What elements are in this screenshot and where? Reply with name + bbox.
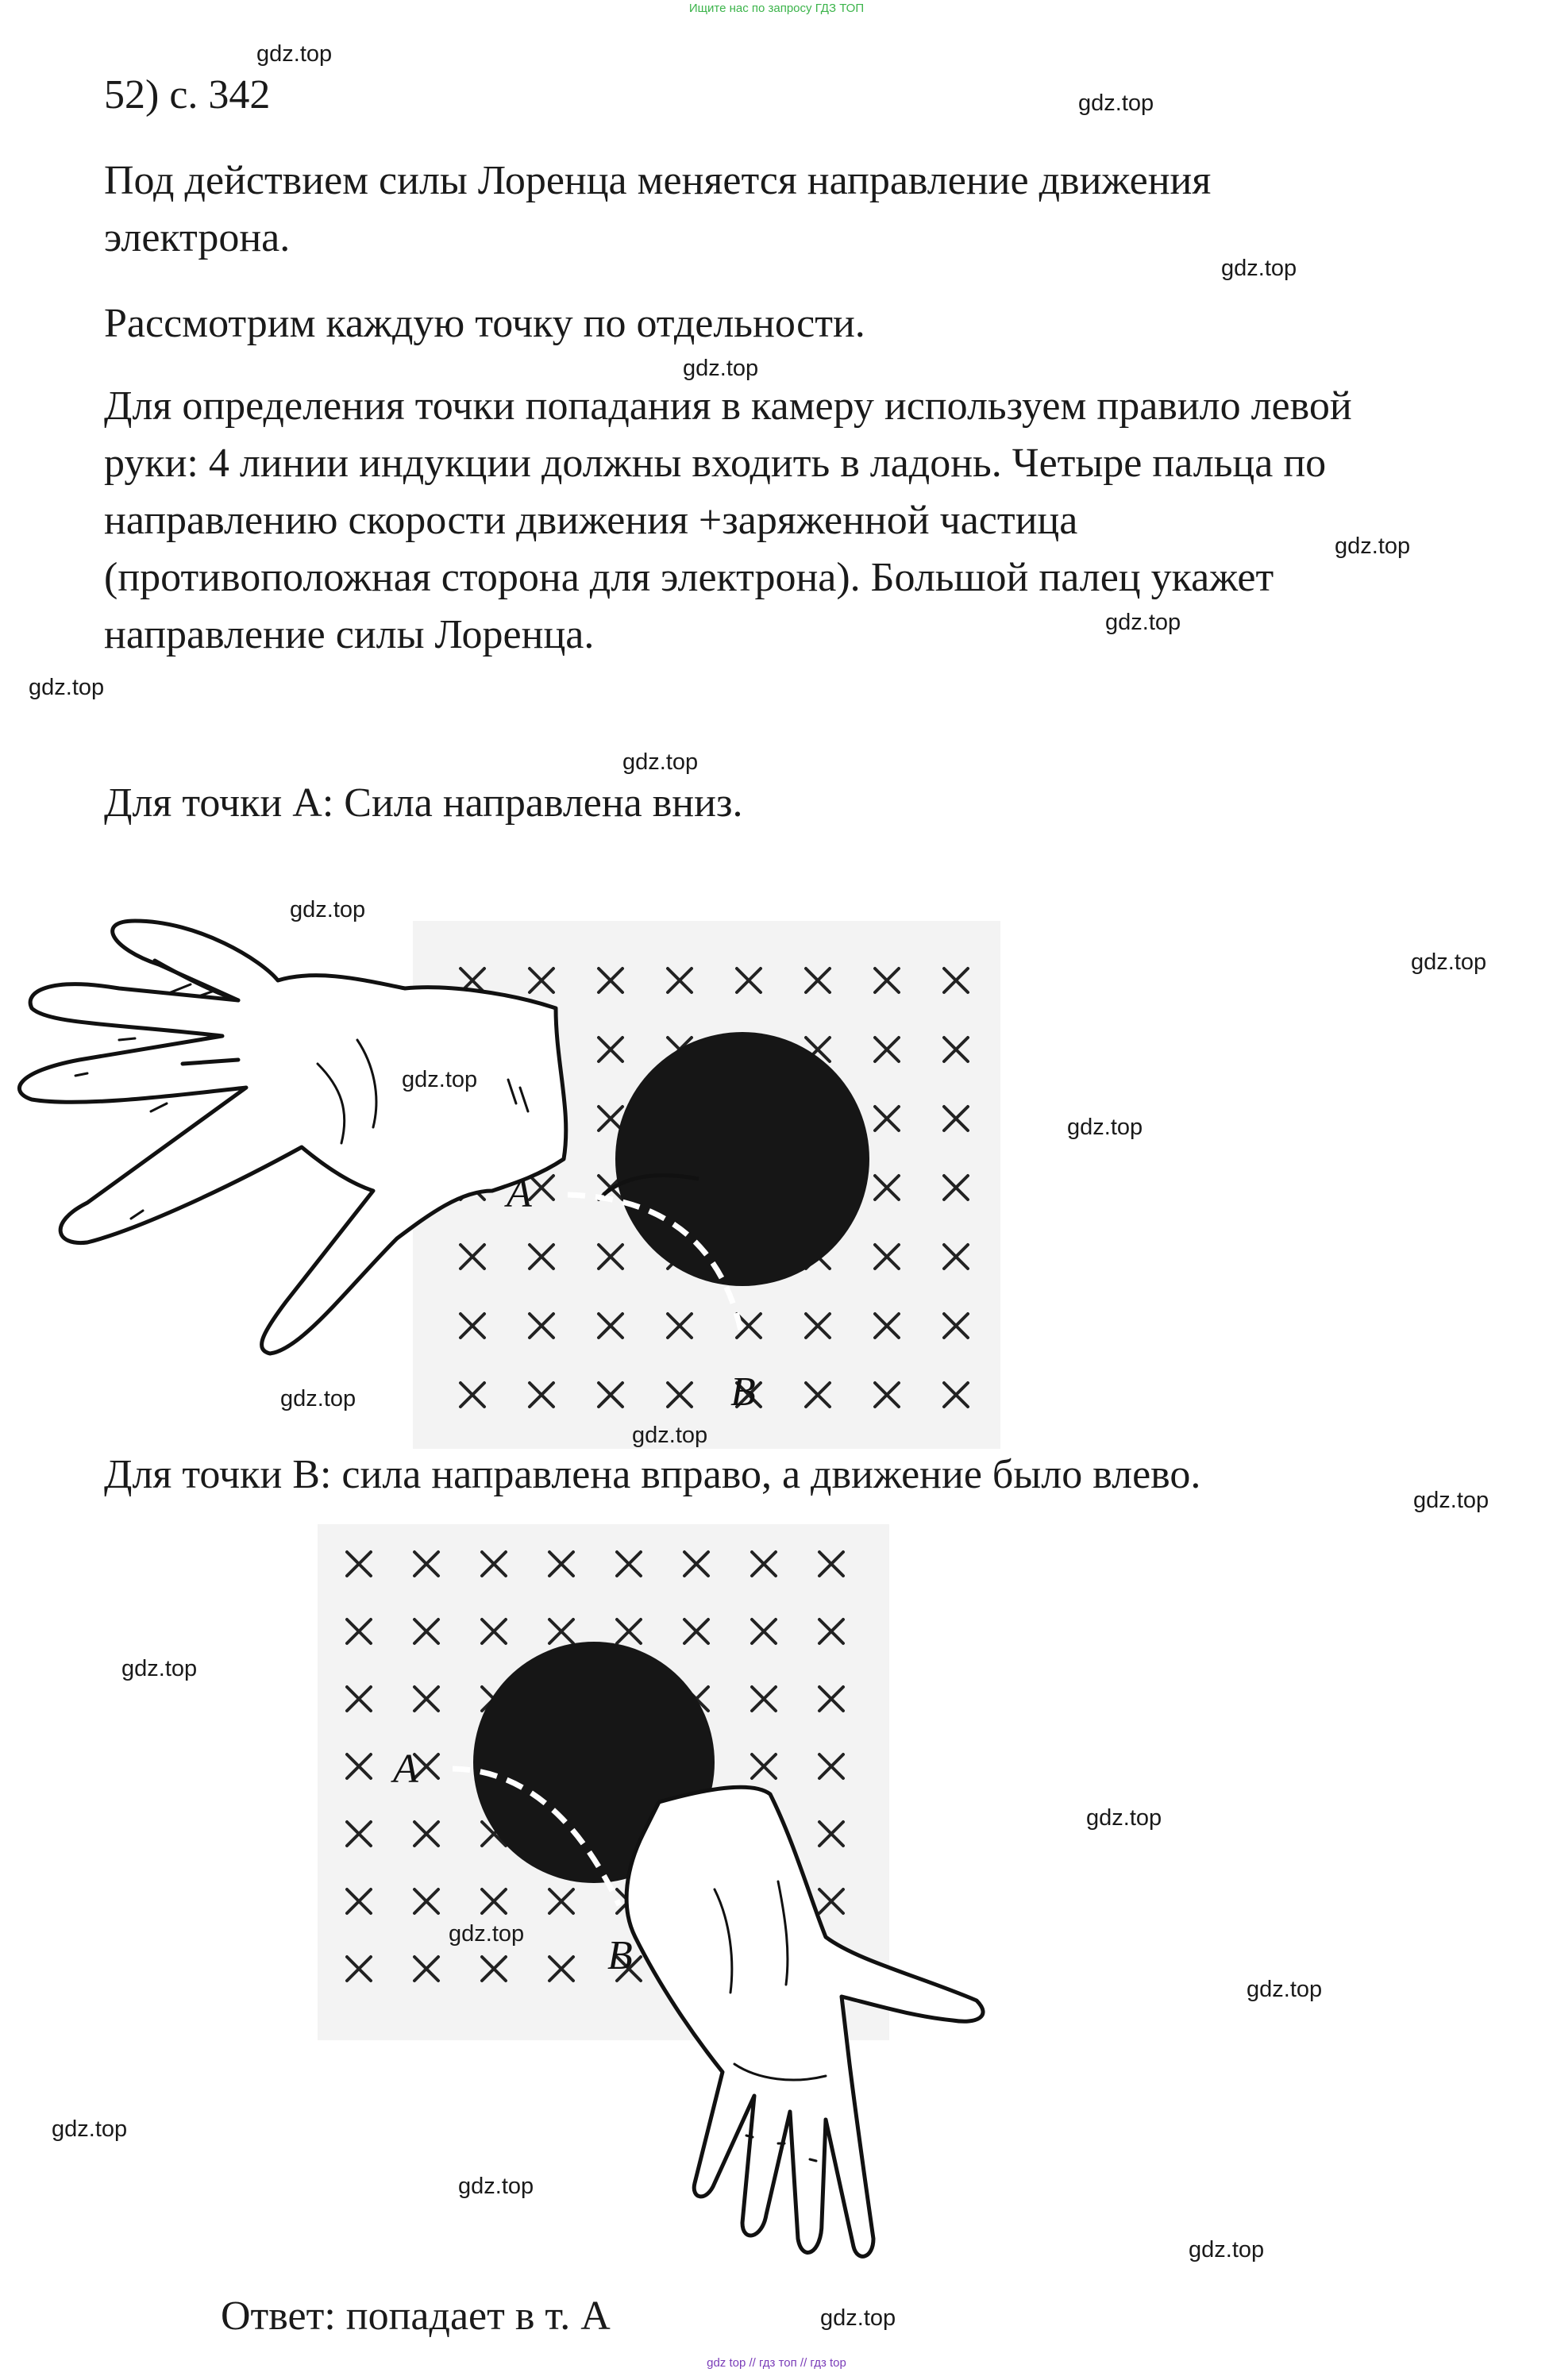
bottom-banner[interactable]: gdz top // гдз топ // гдз top xyxy=(707,2356,846,2370)
watermark: gdz.top xyxy=(632,1423,708,1448)
watermark: gdz.top xyxy=(290,897,366,922)
paragraph-3-line-5: направление силы Лоренца. xyxy=(104,612,595,657)
watermark: gdz.top xyxy=(1078,91,1154,116)
point-a-label: A xyxy=(507,1171,532,1216)
watermark: gdz.top xyxy=(29,675,105,700)
watermark: gdz.top xyxy=(1086,1805,1162,1831)
chamber-circle xyxy=(615,1032,869,1286)
answer-text: Ответ: попадает в т. А xyxy=(221,2293,611,2339)
figure-left-hand-point-a xyxy=(0,905,1016,1461)
watermark: gdz.top xyxy=(820,2305,896,2331)
watermark: gdz.top xyxy=(1335,533,1411,559)
watermark: gdz.top xyxy=(121,1656,198,1681)
point-b-label: B xyxy=(730,1369,756,1415)
watermark: gdz.top xyxy=(1189,2237,1265,2263)
watermark: gdz.top xyxy=(622,749,699,775)
watermark: gdz.top xyxy=(1067,1115,1143,1140)
watermark: gdz.top xyxy=(256,41,333,67)
watermark: gdz.top xyxy=(449,1921,525,1947)
watermark: gdz.top xyxy=(1411,949,1487,975)
point-b-label: B xyxy=(607,1933,633,1978)
paragraph-3-line-2: руки: 4 линии индукции должны входить в ладонь. Четыре пальца по xyxy=(104,441,1327,486)
paragraph-2: Рассмотрим каждую точку по отдельности. xyxy=(104,301,865,346)
watermark: gdz.top xyxy=(683,356,759,381)
paragraph-3-line-3: направлению скорости движения +заряженной частица xyxy=(104,498,1078,543)
paragraph-3-line-1: Для определения точки попадания в камеру используем правило левой xyxy=(104,383,1352,429)
paragraph-1-line-1: Под действием силы Лоренца меняется направление движения xyxy=(104,158,1212,203)
watermark: gdz.top xyxy=(402,1067,478,1092)
paragraph-3-line-4: (противоположная сторона для электрона). Большой палец укажет xyxy=(104,555,1274,600)
watermark: gdz.top xyxy=(52,2116,128,2142)
watermark: gdz.top xyxy=(458,2174,534,2199)
watermark: gdz.top xyxy=(1247,1977,1323,2002)
watermark: gdz.top xyxy=(1221,256,1297,281)
task-heading: 52) с. 342 xyxy=(104,72,271,117)
top-banner[interactable]: Ищите нас по запросу ГДЗ ТОП xyxy=(688,2,865,15)
point-b-text: Для точки В: сила направлена вправо, а движение было влево. xyxy=(104,1452,1201,1497)
watermark: gdz.top xyxy=(1413,1488,1489,1513)
watermark: gdz.top xyxy=(280,1386,356,1411)
point-a-text: Для точки А: Сила направлена вниз. xyxy=(104,780,743,826)
figure-left-hand-point-b xyxy=(302,1508,1000,2302)
point-a-label: A xyxy=(393,1746,418,1792)
watermark: gdz.top xyxy=(1105,610,1181,635)
paragraph-1-line-2: электрона. xyxy=(104,215,291,260)
